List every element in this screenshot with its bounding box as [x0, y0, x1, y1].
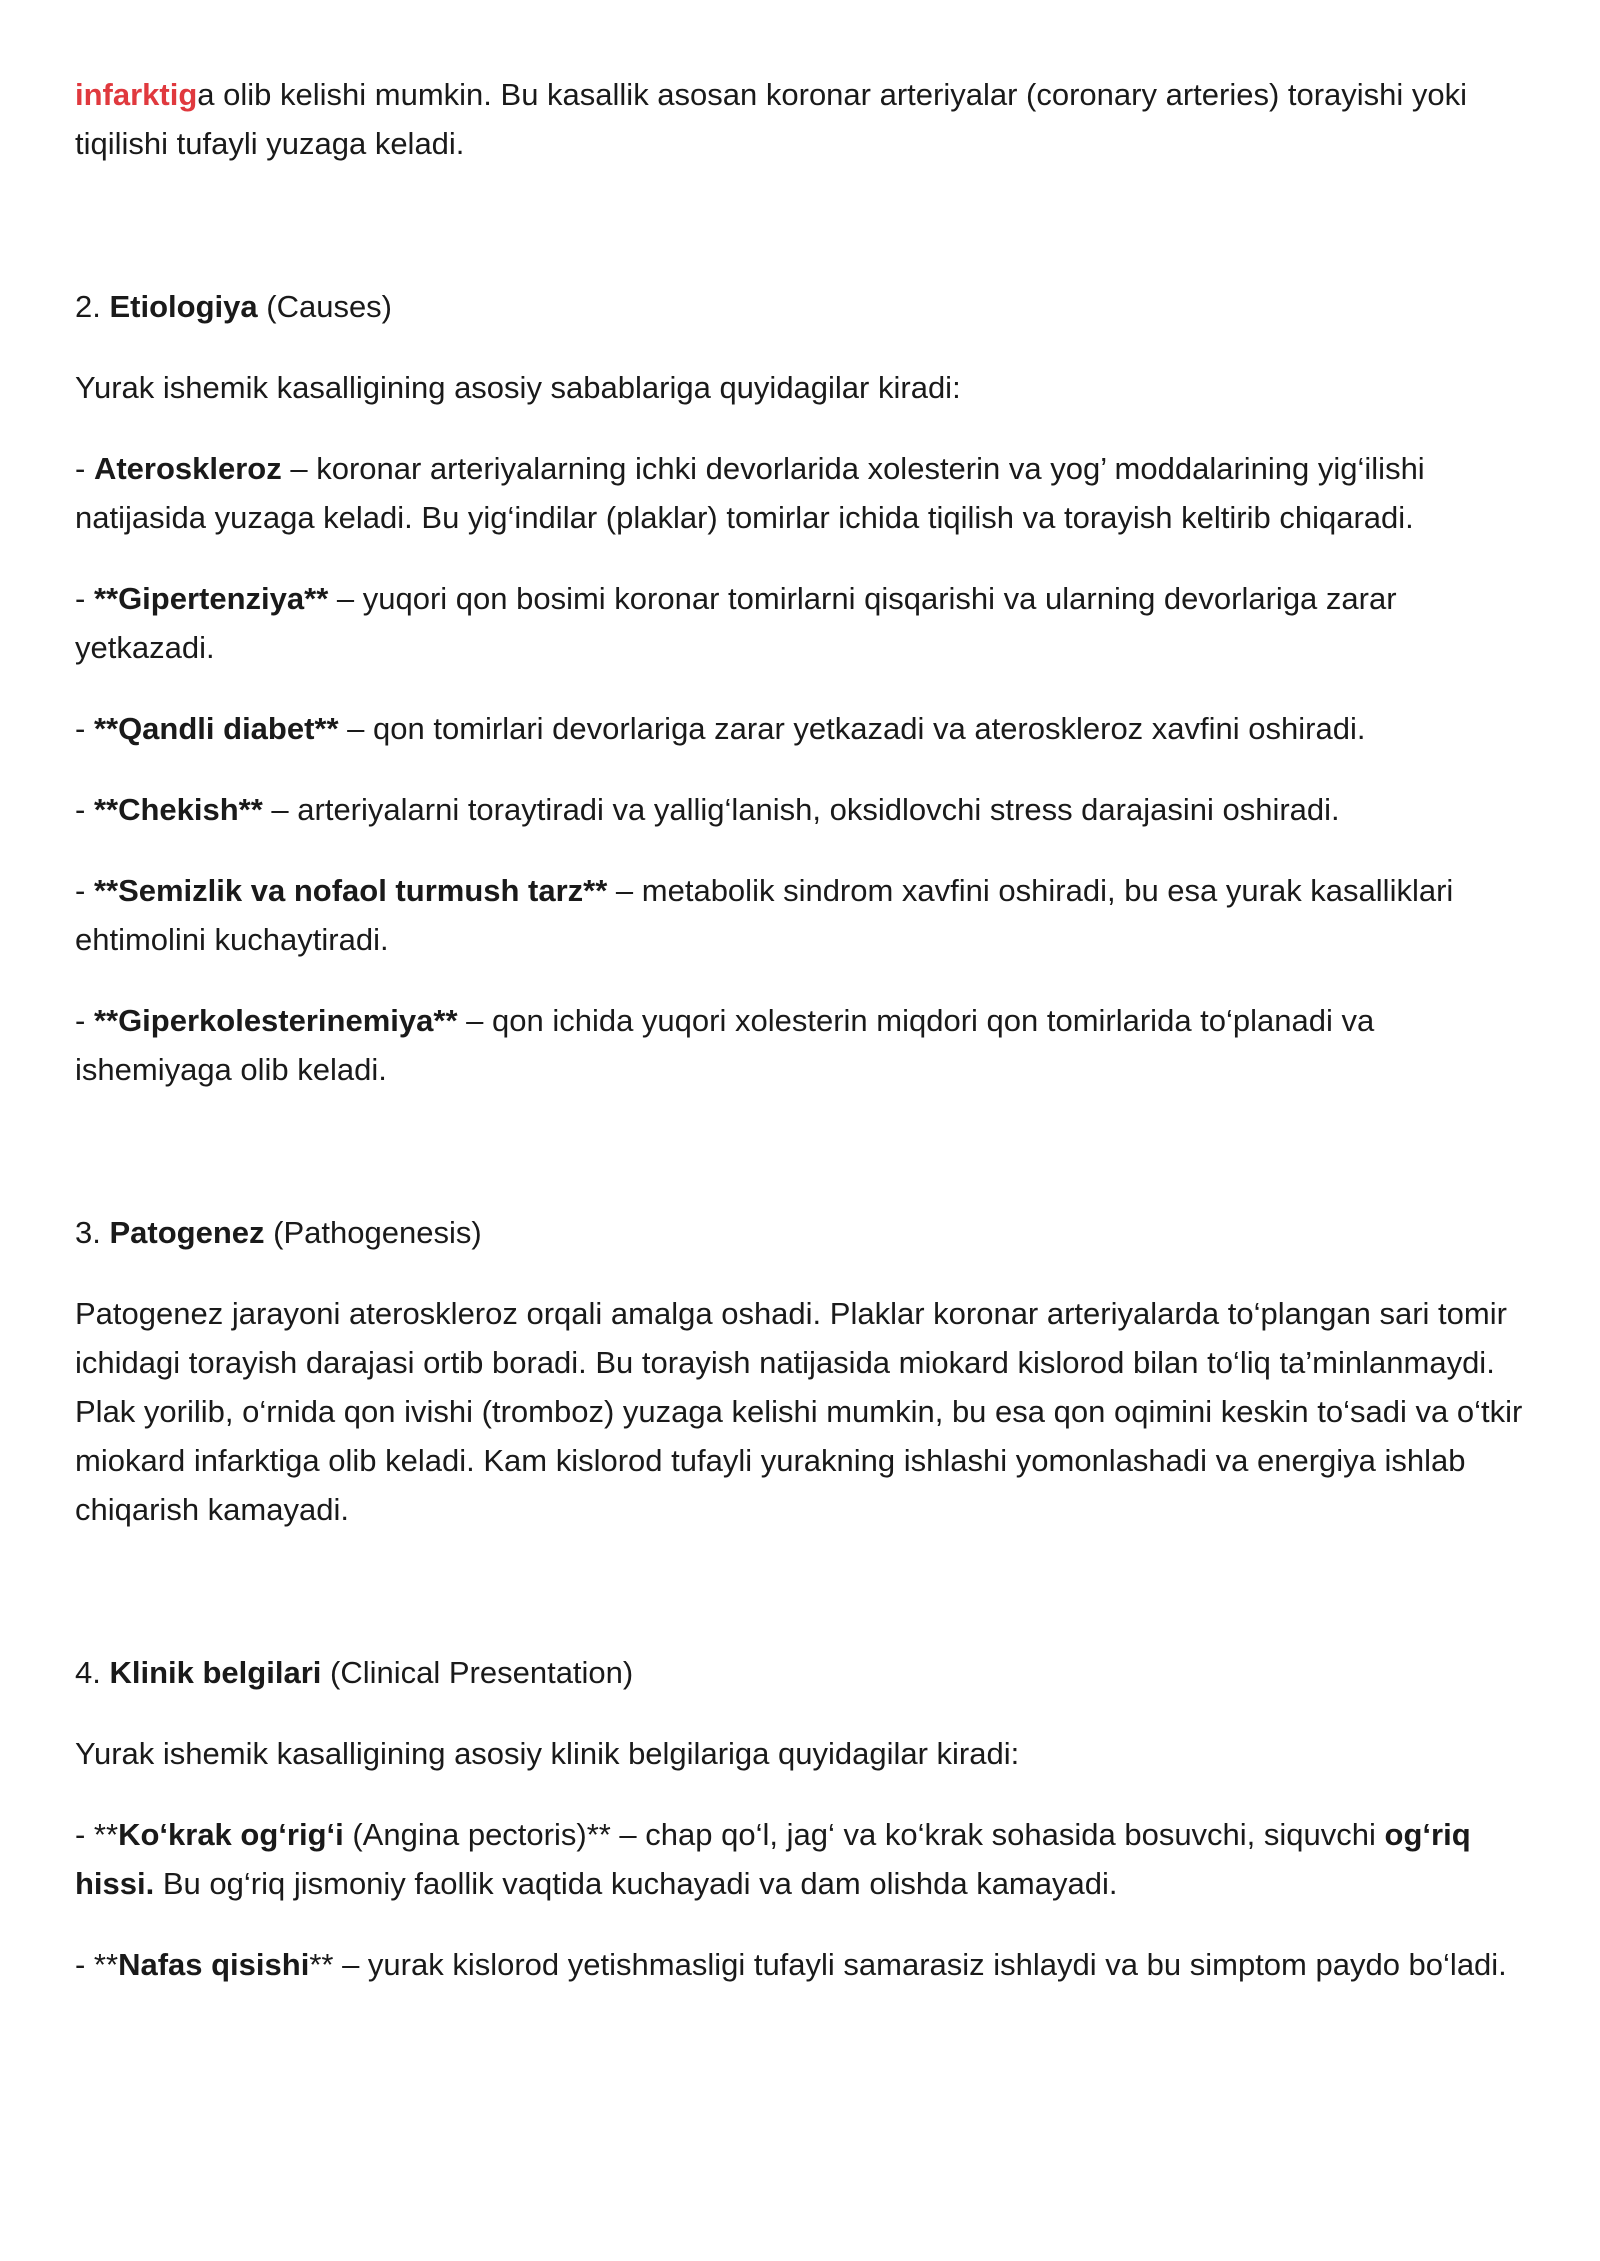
section-subtitle: (Clinical Presentation) [330, 1655, 634, 1690]
section-title: Patogenez [109, 1215, 265, 1250]
section-heading-etiologiya [75, 282, 1535, 331]
list-prefix: - [75, 451, 94, 486]
list-item [75, 444, 1535, 542]
section-heading-klinik [75, 1648, 1535, 1697]
list-text: – koronar arteriyalarning ichki devorlarida xolesterin va yog’ moddalarining yig‘ilishi natijasida yuzaga keladi. Bu yig‘indilar (plaklar) tomirlar ichida tiqilish va torayish keltirib chiqaradi. [75, 451, 1425, 535]
list-text: – metabolik sindrom xavfini oshiradi, bu esa yurak kasalliklari ehtimolini kuchaytiradi. [75, 873, 1454, 957]
list-text: ** – yurak kislorod yetishmasligi tufayli samarasiz ishlaydi va bu simptom paydo bo‘ladi. [309, 1947, 1507, 1982]
list-prefix: - [75, 873, 94, 908]
section-number: 2. [75, 289, 101, 324]
document-page [75, 70, 1535, 1989]
list-item [75, 785, 1535, 834]
section-subtitle: (Causes) [266, 289, 393, 324]
section-subtitle: (Pathogenesis) [273, 1215, 482, 1250]
list-term: og‘riq hissi. [75, 1817, 1471, 1901]
list-item [75, 866, 1535, 964]
list-term: Ateroskleroz [93, 451, 282, 486]
intro-paragraph [75, 70, 1535, 168]
list-item [75, 1810, 1535, 1908]
list-prefix: - ** [75, 1947, 119, 1982]
section-number: 4. [75, 1655, 101, 1690]
list-term: **Chekish** [93, 792, 263, 827]
list-term: **Gipertenziya** [93, 581, 329, 616]
list-prefix: - [75, 792, 94, 827]
section-heading-patogenez [75, 1208, 1535, 1257]
list-term: **Semizlik va nofaol turmush tarz** [93, 873, 608, 908]
list-prefix: - [75, 1003, 94, 1038]
list-text: – yuqori qon bosimi koronar tomirlarni qisqarishi va ularning devorlariga zarar yetkazadi. [75, 581, 1397, 665]
list-term: Nafas qisishi [118, 1947, 310, 1982]
section-number: 3. [75, 1215, 101, 1250]
list-item [75, 574, 1535, 672]
list-prefix: - [75, 711, 94, 746]
list-term: **Qandli diabet** [93, 711, 339, 746]
list-prefix: - ** [75, 1817, 119, 1852]
list-text: Bu og‘riq jismoniy faollik vaqtida kuchayadi va dam olishda kamayadi. [154, 1866, 1118, 1901]
list-text: – qon ichida yuqori xolesterin miqdori qon tomirlarida to‘planadi va ishemiyaga olib keladi. [75, 1003, 1375, 1087]
list-item [75, 1940, 1535, 1989]
list-item [75, 704, 1535, 753]
list-text: (Angina pectoris)** – chap qo‘l, jag‘ va ko‘krak sohasida bosuvchi, siquvchi [343, 1817, 1385, 1852]
highlighted-term: infarktig [75, 77, 198, 112]
section-body: Patogenez jarayoni ateroskleroz orqali amalga oshadi. Plaklar koronar arteriyalarda to‘plangan sari tomir ichidagi torayish darajasi ortib boradi. Bu torayish natijasida miokard kislorod bilan to‘liq ta’minlanmaydi. Plak yorilib, o‘rnida qon ivishi (tromboz) yuzaga kelishi mumkin, bu esa qon oqimini keskin to‘sadi va o‘tkir miokard infarktiga olib keladi. Kam kislorod tufayli yurakning ishlashi yomonlashadi va energiya ishlab chiqarish kamayadi. [75, 1296, 1523, 1527]
section-title: Klinik belgilari [109, 1655, 322, 1690]
intro-text: a olib kelishi mumkin. Bu kasallik asosan koronar arteriyalar (coronary arteries) torayishi yoki tiqilishi tufayli yuzaga keladi. [75, 77, 1468, 161]
section-intro: Yurak ishemik kasalligining asosiy klinik belgilariga quyidagilar kiradi: [75, 1736, 1020, 1771]
section-title: Etiologiya [109, 289, 258, 324]
list-text: – arteriyalarni toraytiradi va yallig‘lanish, oksidlovchi stress darajasini oshiradi. [262, 792, 1340, 827]
list-text: – qon tomirlari devorlariga zarar yetkazadi va ateroskleroz xavfini oshiradi. [338, 711, 1366, 746]
section-intro: Yurak ishemik kasalligining asosiy sabablariga quyidagilar kiradi: [75, 370, 961, 405]
list-prefix: - [75, 581, 94, 616]
list-term: Ko‘krak og‘rig‘i [118, 1817, 344, 1852]
list-term: **Giperkolesterinemiya** [93, 1003, 458, 1038]
list-item [75, 996, 1535, 1094]
